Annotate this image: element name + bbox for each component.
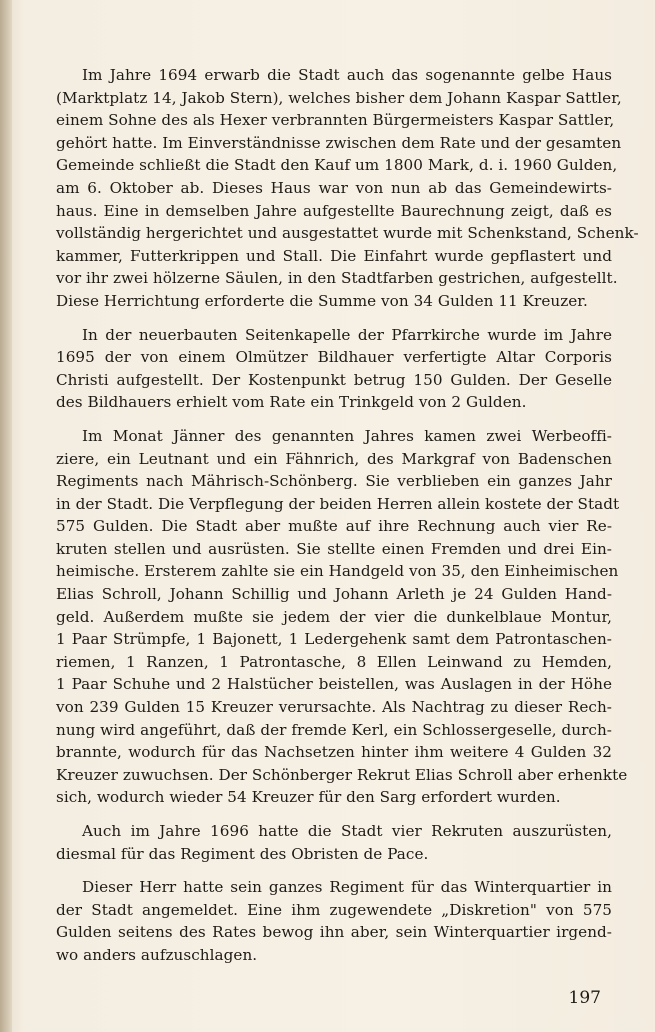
text-line: 575 Gulden. Die Stadt aber mußte auf ihre Rechnung auch vier Re- (56, 517, 612, 536)
text-line: riemen, 1 Ranzen, 1 Patrontasche, 8 Ellen Leinwand zu Hemden, (56, 652, 612, 671)
paragraph (56, 324, 612, 414)
text-line: gehört hatte. Im Einverständnisse zwischen dem Rate und der gesamten (56, 133, 622, 152)
text-line: Im Jahre 1694 erwarb die Stadt auch das sogenannte gelbe Haus (82, 66, 612, 84)
paragraph (56, 425, 628, 809)
text-line: diesmal für das Regiment des Obristen de Pace. (56, 844, 429, 863)
text-line: wo anders aufzuschlagen. (56, 945, 258, 964)
text-line: Elias Schroll, Johann Schillig und Johann Arleth je 24 Gulden Hand- (56, 585, 612, 604)
text-line: des Bildhauers erhielt vom Rate ein Trinkgeld von 2 Gulden. (56, 393, 527, 412)
text-line: In der neuerbauten Seitenkapelle der Pfarrkirche wurde im Jahre (82, 325, 612, 344)
text-line: Diese Herrichtung erforderte die Summe von 34 Gulden 11 Kreuzer. (56, 291, 588, 310)
page-text (56, 64, 639, 978)
text-line: Im Monat Jänner des genannten Jahres kamen zwei Werbeoffi- (82, 426, 612, 445)
text-line: haus. Eine in demselben Jahre aufgestellte Baurechnung zeigt, daß es (56, 201, 612, 220)
text-line: 1 Paar Strümpfe, 1 Bajonett, 1 Ledergehenk samt dem Patrontaschen- (56, 630, 612, 649)
text-line: sich, wodurch wieder 54 Kreuzer für den Sarg erfordert wurden. (56, 788, 561, 807)
paragraph (56, 820, 612, 865)
text-line: Gulden seitens des Rates bewog ihn aber, sein Winterquartier irgend- (56, 923, 612, 942)
text-line: heimische. Ersterem zahlte sie ein Handgeld von 35, den Einheimischen (56, 562, 619, 581)
text-line: Christi aufgestellt. Der Kostenpunkt betrug 150 Gulden. Der Geselle (56, 370, 612, 389)
text-line: 1695 der von einem Olmützer Bildhauer verfertigte Altar Corporis (56, 348, 612, 367)
text-line: 1 Paar Schuhe und 2 Halstücher beistellen, was Auslagen in der Höhe (56, 675, 612, 694)
text-line: ziere, ein Leutnant und ein Fähnrich, des Markgraf von Badenschen (56, 449, 612, 468)
text-line: in der Stadt. Die Verpflegung der beiden Herren allein kostete der Stadt (56, 494, 620, 513)
text-line: geld. Außerdem mußte sie jedem der vier die dunkelblaue Montur, (56, 607, 612, 626)
text-line: (Marktplatz 14, Jakob Stern), welches bisher dem Johann Kaspar Sattler, (56, 88, 622, 107)
book-spine-shadow (0, 0, 12, 1032)
text-line: kruten stellen und ausrüsten. Sie stellte einen Fremden und drei Ein- (56, 539, 612, 558)
text-line: nung wird angeführt, daß der fremde Kerl, ein Schlossergeselle, durch- (56, 720, 612, 739)
text-line: vor ihr zwei hölzerne Säulen, in den Stadtfarben gestrichen, aufgestellt. (56, 269, 618, 288)
text-line: Regiments nach Mährisch-Schönberg. Sie verblieben ein ganzes Jahr (56, 472, 612, 491)
text-line: Auch im Jahre 1696 hatte die Stadt vier Rekruten auszurüsten, (82, 822, 612, 840)
text-line: am 6. Oktober ab. Dieses Haus war von nun ab das Gemeindewirts- (56, 178, 612, 197)
paragraph (56, 876, 612, 966)
text-line: kammer, Futterkrippen und Stall. Die Einfahrt wurde gepflastert und (56, 246, 612, 265)
text-line: brannte, wodurch für das Nachsetzen hinter ihm weitere 4 Gulden 32 (56, 743, 612, 762)
text-line: Kreuzer zuwuchsen. Der Schönberger Rekrut Elias Schroll aber erhenkte (56, 765, 628, 784)
text-line: Gemeinde schließt die Stadt den Kauf um 1800 Mark, d. i. 1960 Gulden, (56, 156, 618, 175)
text-line: Dieser Herr hatte sein ganzes Regiment für das Winterquartier in (82, 878, 612, 897)
text-line: von 239 Gulden 15 Kreuzer verursachte. Als Nachtrag zu dieser Rech- (56, 698, 612, 717)
text-line: der Stadt angemeldet. Eine ihm zugewendete „Diskretion" von 575 (56, 900, 612, 919)
text-line: vollständig hergerichtet und ausgestattet wurde mit Schenkstand, Schenk- (56, 224, 639, 243)
text-line: einem Sohne des als Hexer verbrannten Bürgermeisters Kaspar Sattler, (56, 111, 615, 130)
paragraph (56, 64, 639, 313)
page-number: 197 (568, 988, 601, 1008)
